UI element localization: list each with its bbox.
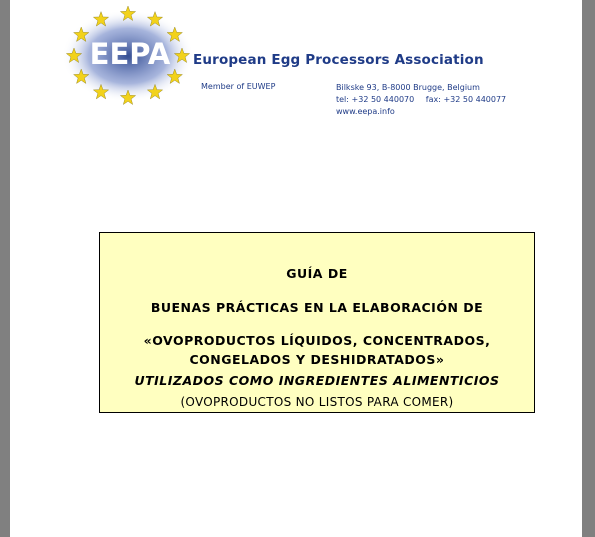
organization-name: European Egg Processors Association xyxy=(193,52,484,68)
tel-text: tel: +32 50 440070 xyxy=(336,95,415,104)
phone-line xyxy=(336,94,506,106)
fax-text: fax: +32 50 440077 xyxy=(425,95,507,104)
title-line-2: BUENAS PRÁCTICAS EN LA ELABORACIÓN DE xyxy=(150,300,484,315)
address-line: Bilkske 93, B-8000 Brugge, Belgium xyxy=(336,83,480,92)
eepa-logo xyxy=(58,4,198,114)
title-line-6: (OVOPRODUCTOS NO LISTOS PARA COMER) xyxy=(180,395,454,409)
document-page xyxy=(10,0,582,537)
member-of-label: Member of EUWEP xyxy=(201,82,276,91)
title-line-4: CONGELADOS Y DESHIDRATADOS» xyxy=(189,352,445,367)
title-line-1: GUÍA DE xyxy=(286,266,348,281)
title-line-5: UTILIZADOS COMO INGREDIENTES ALIMENTICIOS xyxy=(134,373,500,388)
website-link[interactable]: www.eepa.info xyxy=(336,107,395,116)
contact-block xyxy=(336,82,506,118)
logo-text: EEPA xyxy=(89,37,171,71)
title-box xyxy=(99,232,535,413)
title-line-3: «OVOPRODUCTOS LÍQUIDOS, CONCENTRADOS, xyxy=(143,333,491,348)
